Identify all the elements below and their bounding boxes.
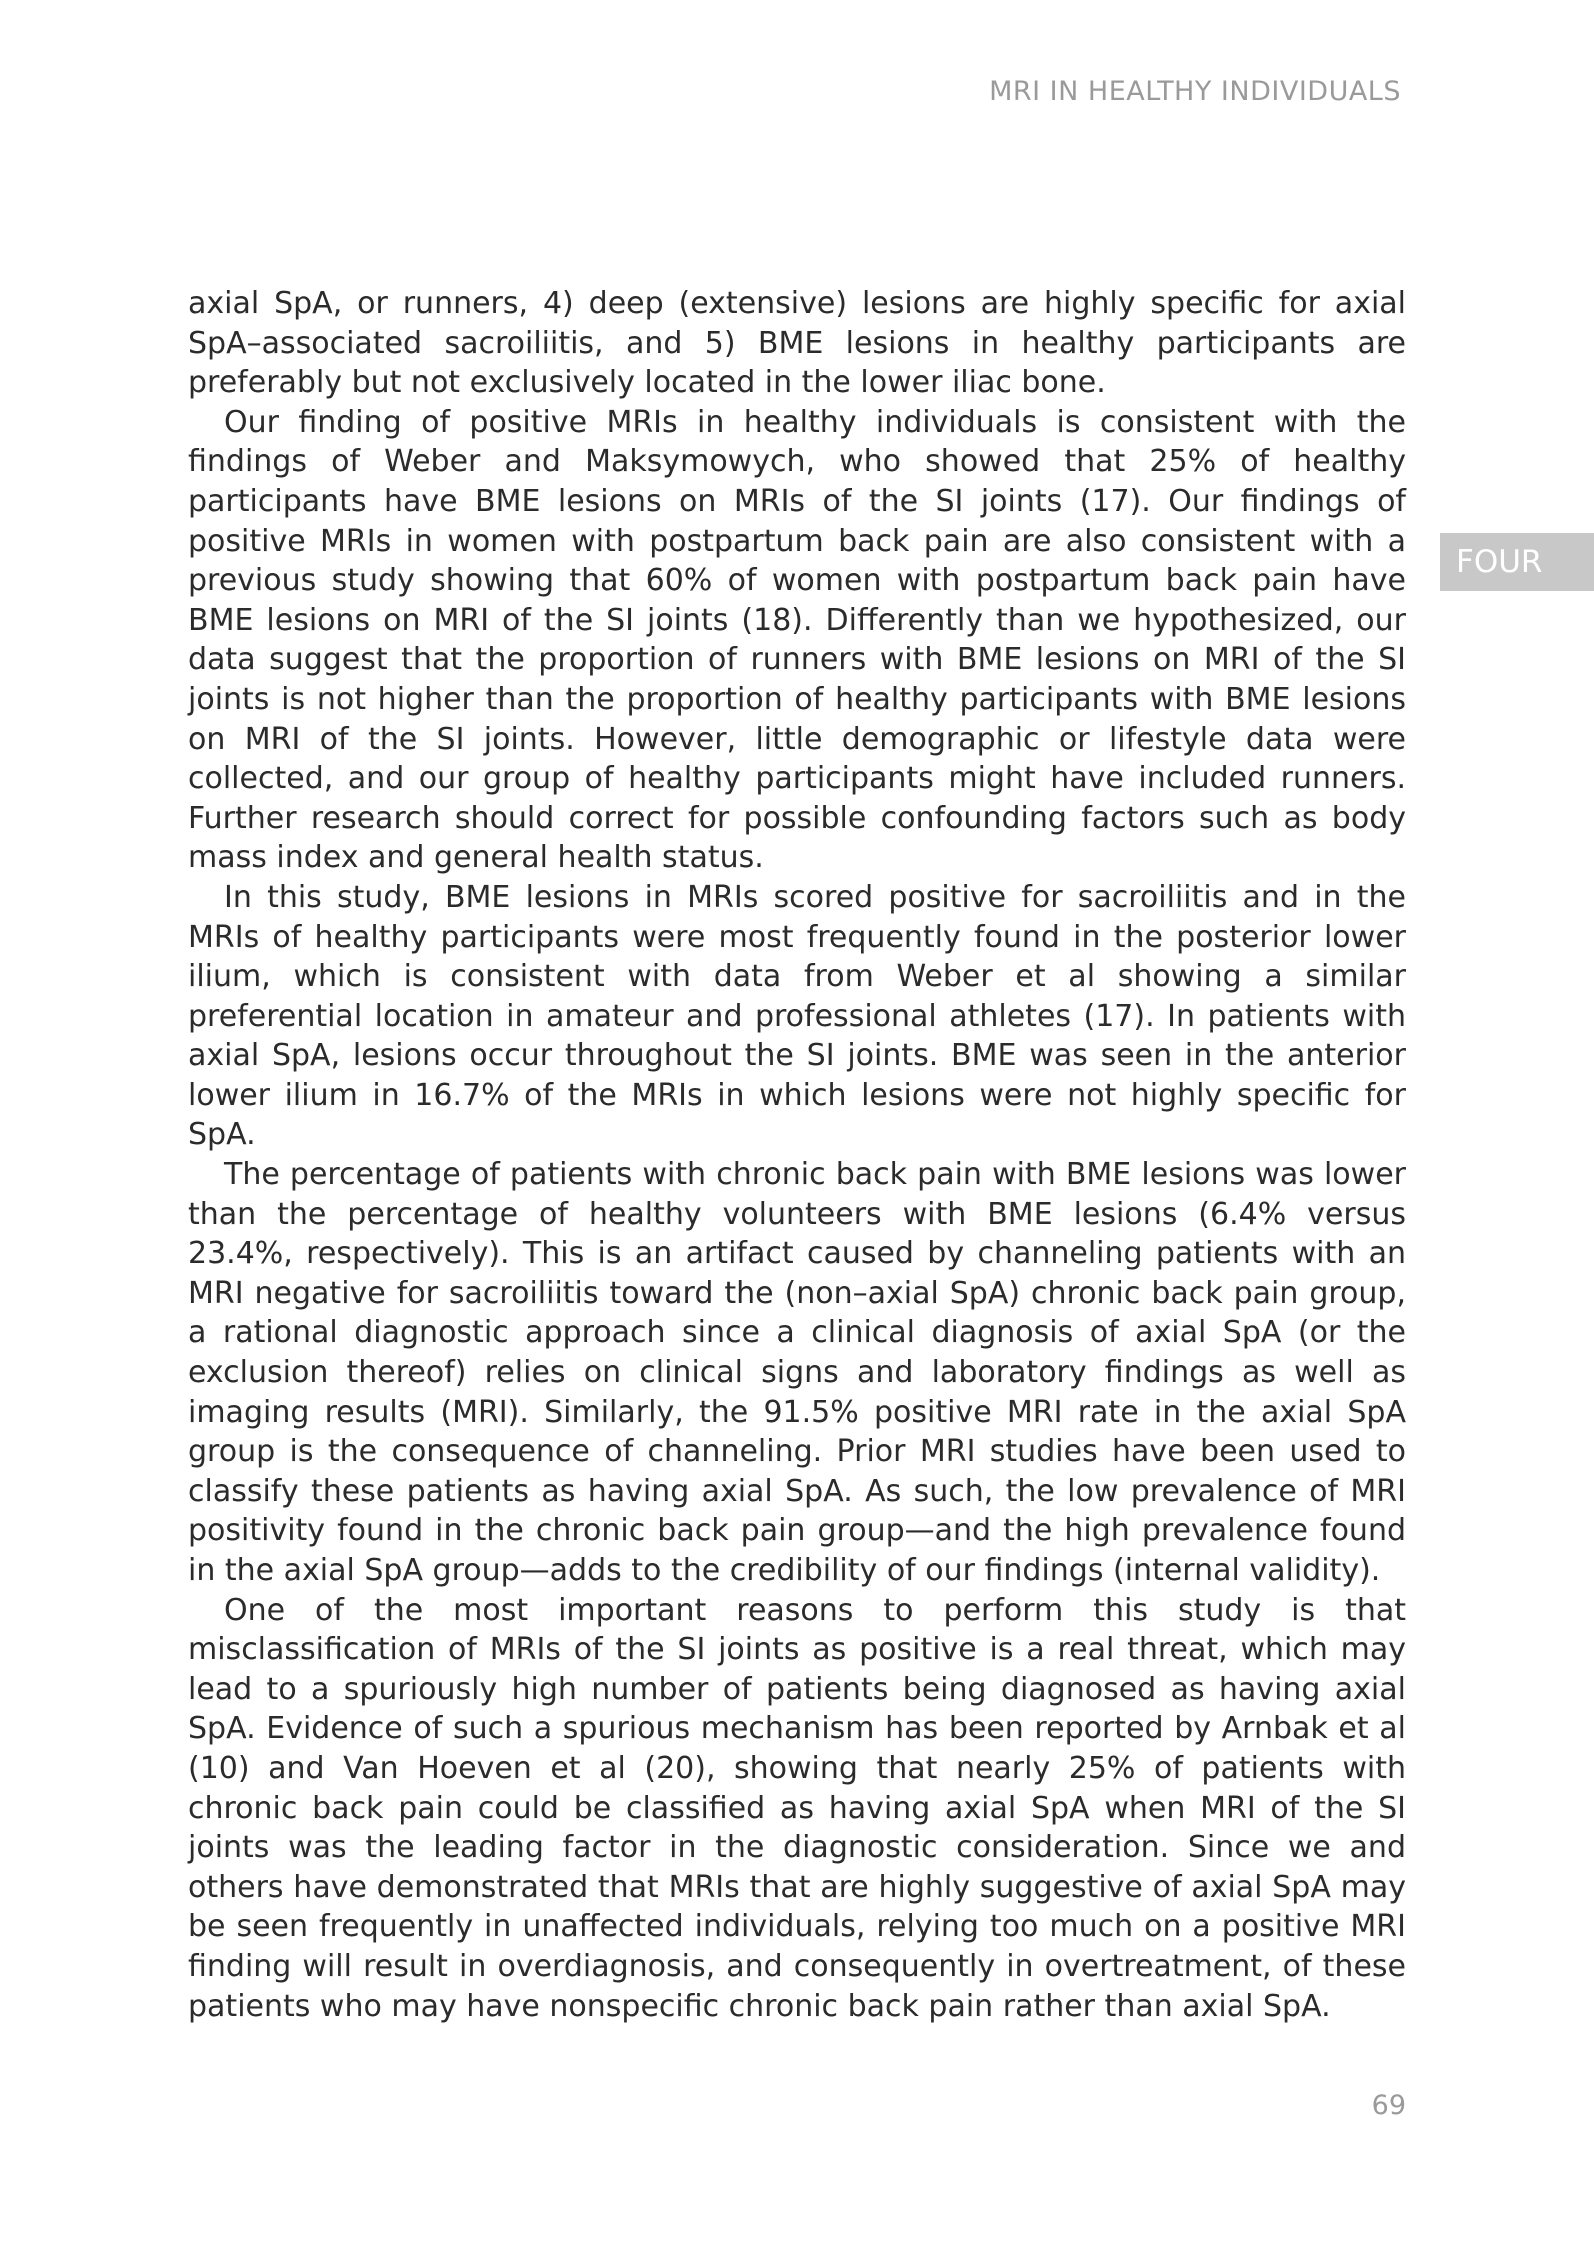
running-header-title: MRI IN HEALTHY INDIVIDUALS (989, 76, 1401, 107)
body-text (188, 284, 1406, 2026)
chapter-tab: FOUR (1440, 533, 1594, 591)
paragraph: Our finding of positive MRIs in healthy individuals is consistent with the findings of Weber and Maksymowych, who showed that 25% of healthy participants have BME lesions on MRIs of the SI joints (17). Our findings of positive MRIs in women with postpartum back pain are also consistent with a previous study showing that 60% of women with postpartum back pain have BME lesions on MRI of the SI joints (18). Differently than we hypothesized, our data suggest that the proportion of runners with BME lesions on MRI of the SI joints is not higher than the proportion of healthy participants with BME lesions on MRI of the SI joints. However, little demographic or lifestyle data were collected, and our group of healthy participants might have included runners. Further research should correct for possible confounding factors such as body mass index and general health status. (188, 404, 1406, 876)
paragraph-continuation: axial SpA, or runners, 4) deep (extensive) lesions are highly specific for axial SpA–associated sacroiliitis, and 5) BME lesions in healthy participants are preferably but not exclusively located in the lower iliac bone. (188, 286, 1406, 401)
paragraph: One of the most important reasons to perform this study is that misclassification of MRIs of the SI joints as positive is a real threat, which may lead to a spuriously high number of patients being diagnosed as having axial SpA. Evidence of such a spurious mechanism has been reported by Arnbak et al (10) and Van Hoeven et al (20), showing that nearly 25% of patients with chronic back pain could be classified as having axial SpA when MRI of the SI joints was the leading factor in the diagnostic consideration. Since we and others have demonstrated that MRIs that are highly suggestive of axial SpA may be seen frequently in unaffected individuals, relying too much on a positive MRI finding will result in overdiagnosis, and consequently in overtreatment, of these patients who may have nonspecific chronic back pain rather than axial SpA. (188, 1592, 1406, 2024)
page-number: 69 (1371, 2090, 1406, 2121)
paragraph: In this study, BME lesions in MRIs scored positive for sacroiliitis and in the MRIs of healthy participants were most frequently found in the posterior lower ilium, which is consistent with data from Weber et al showing a similar preferential location in amateur and professional athletes (17). In patients with axial SpA, lesions occur throughout the SI joints. BME was seen in the anterior lower ilium in 16.7% of the MRIs in which lesions were not highly specific for SpA. (188, 879, 1406, 1153)
paragraph: The percentage of patients with chronic back pain with BME lesions was lower than the percentage of healthy volunteers with BME lesions (6.4% versus 23.4%, respectively). This is an artifact caused by channeling patients with an MRI negative for sacroiliitis toward the (non–axial SpA) chronic back pain group, a rational diagnostic approach since a clinical diagnosis of axial SpA (or the exclusion thereof) relies on clinical signs and laboratory findings as well as imaging results (MRI). Similarly, the 91.5% positive MRI rate in the axial SpA group is the consequence of channeling. Prior MRI studies have been used to classify these patients as having axial SpA. As such, the low prevalence of MRI positivity found in the chronic back pain group—and the high prevalence found in the axial SpA group—adds to the credibility of our findings (internal validity). (188, 1157, 1406, 1588)
